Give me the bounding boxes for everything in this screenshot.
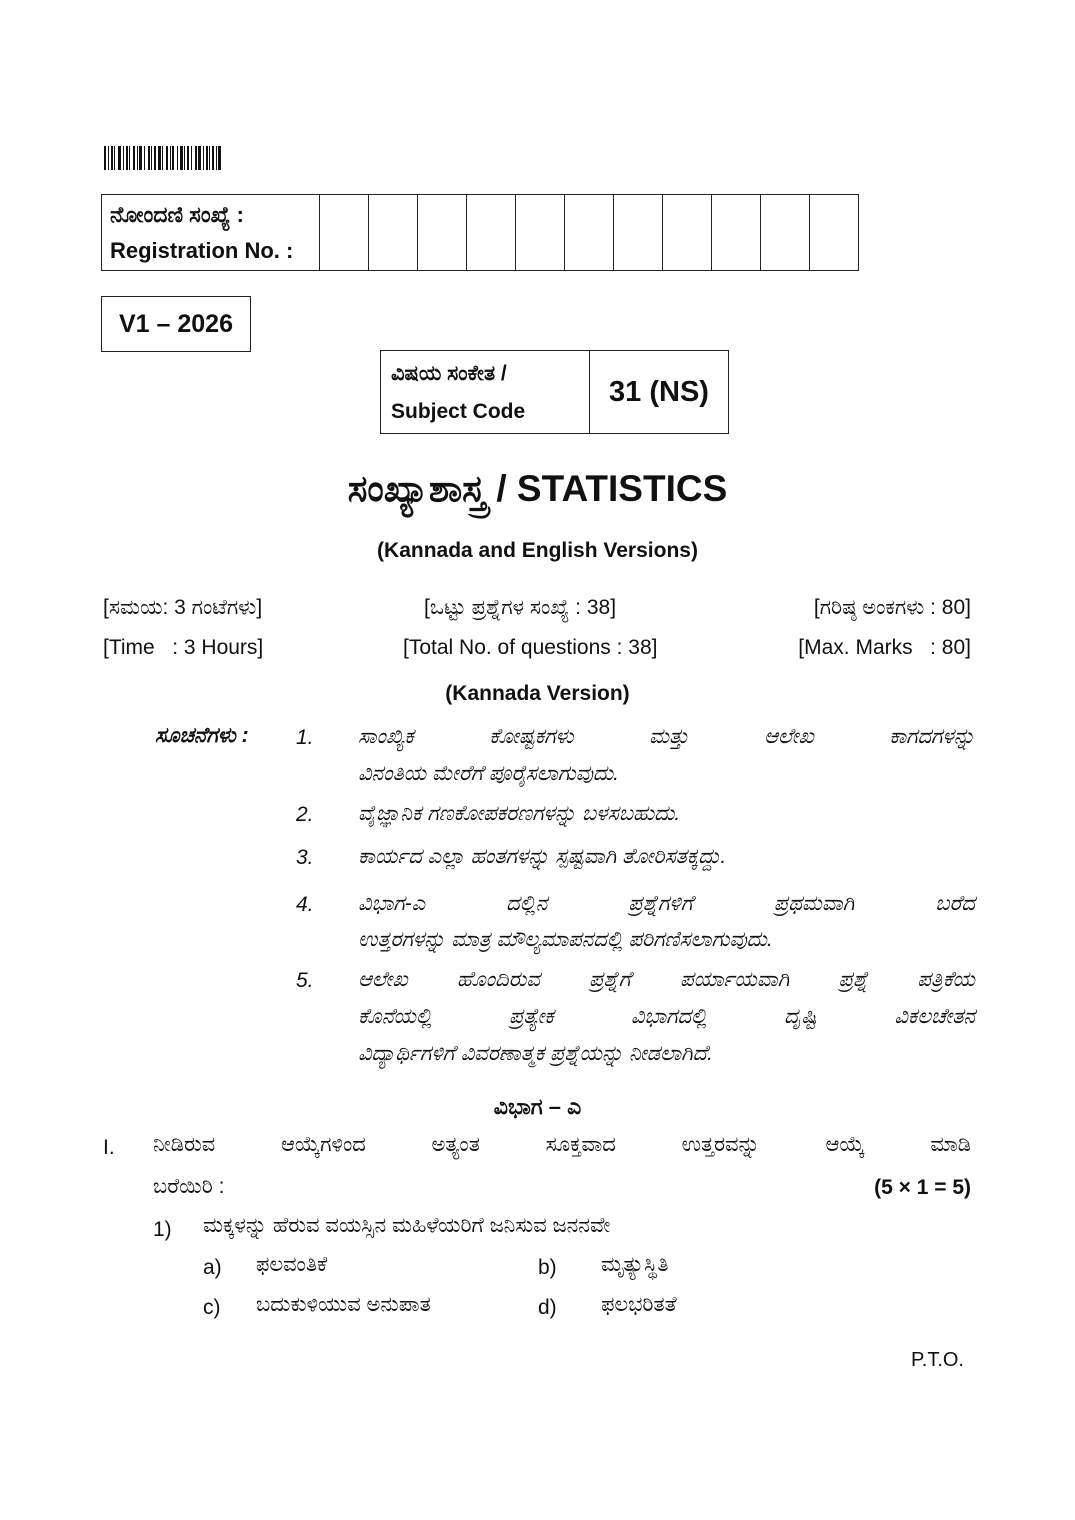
registration-table	[101, 194, 859, 271]
instruction-text-line: ವಿಭಾಗ-ಎ ದಲ್ಲಿನ ಪ್ರಶ್ನೆಗಳಿಗೆ ಪ್ರಥಮವಾಗಿ ಬರೆದ	[358, 892, 975, 915]
registration-digit-box[interactable]	[712, 195, 761, 270]
registration-label-english: Registration No. :	[110, 238, 294, 263]
max-marks-kannada: [ಗರಿಷ್ಠ ಅಂಕಗಳು : 80]	[813, 596, 971, 619]
instruction-text-line: ಉತ್ತರಗಳನ್ನು ಮಾತ್ರ ಮೌಲ್ಯಮಾಪನದಲ್ಲಿ ಪರಿಗಣಿಸಲಾಗುವುದು.	[358, 928, 773, 951]
instruction-text-line: ಆಲೇಖ ಹೊಂದಿರುವ ಪ್ರಶ್ನೆಗೆ ಪರ್ಯಾಯವಾಗಿ ಪ್ರಶ್ನೆ ಪತ್ರಿಕೆಯ	[358, 968, 975, 991]
registration-digit-box[interactable]	[467, 195, 516, 270]
instruction-number: 2.	[296, 803, 314, 826]
instruction-number: 4.	[296, 893, 314, 916]
option-text-a: ಫಲವಂತಿಕೆ	[256, 1253, 328, 1276]
paper-title: ಸಂಖ್ಯಾಶಾಸ್ತ್ರ / STATISTICS	[347, 468, 728, 509]
instruction-text-line: ವೈಜ್ಞಾನಿಕ ಗಣಕೋಪಕರಣಗಳನ್ನು ಬಳಸಬಹುದು.	[358, 802, 681, 825]
option-label-b: b)	[538, 1256, 557, 1279]
registration-digit-box[interactable]	[663, 195, 712, 270]
instruction-number: 1.	[296, 726, 314, 749]
section-heading: ವಿಭಾಗ – ಎ	[493, 1094, 582, 1119]
barcode	[104, 146, 246, 170]
question-group-text: ಬರೆಯಿರಿ :	[153, 1175, 225, 1198]
instructions-label: ಸೂಚನೆಗಳು :	[155, 724, 249, 747]
instruction-number: 5.	[296, 969, 314, 992]
question-number: 1)	[153, 1218, 172, 1241]
option-text-b: ಮೃತ್ಯುಸ್ಥಿತಿ	[601, 1253, 669, 1276]
registration-digit-box[interactable]	[565, 195, 614, 270]
option-label-a: a)	[203, 1256, 222, 1279]
question-group-number: I.	[103, 1136, 115, 1159]
page-turn-note: P.T.O.	[911, 1349, 964, 1371]
time-kannada: [ಸಮಯ: 3 ಗಂಟೆಗಳು]	[103, 596, 263, 619]
registration-label-kannada: ನೋಂದಣಿ ಸಂಖ್ಯೆ :	[110, 202, 244, 227]
question-group-marks: (5 × 1 = 5)	[874, 1176, 971, 1199]
option-label-d: d)	[538, 1296, 557, 1319]
subject-code-value: 31 (NS)	[609, 375, 709, 408]
question-group-text: ನೀಡಿರುವ ಆಯ್ಕೆಗಳಿಂದ ಅತ್ಯಂತ ಸೂಕ್ತವಾದ ಉತ್ತರವನ್ನು ಆಯ್ಕೆ ಮಾಡಿ	[153, 1133, 971, 1156]
registration-digit-box[interactable]	[418, 195, 467, 270]
option-label-c: c)	[203, 1296, 221, 1319]
total-questions-english: [Total No. of questions : 38]	[403, 636, 658, 659]
registration-label	[102, 195, 320, 270]
version-code-box: V1 – 2026	[101, 296, 251, 352]
option-text-d: ಫಲಭರಿತತೆ	[601, 1293, 677, 1316]
question-text: ಮಕ್ಕಳನ್ನು ಹೆರುವ ವಯಸ್ಸಿನ ಮಹಿಳೆಯರಿಗೆ ಜನಿಸುವ ಜನನವೇ	[203, 1214, 611, 1237]
instruction-text-line: ಸಾಂಖ್ಯಿಕ ಕೋಷ್ಟಕಗಳು ಮತ್ತು ಆಲೇಖ ಕಾಗದಗಳನ್ನು	[358, 725, 975, 748]
instruction-text-line: ವಿನಂತಿಯ ಮೇರೆಗೆ ಪೂರೈಸಲಾಗುವುದು.	[358, 762, 619, 785]
instruction-text-line: ಕಾರ್ಯದ ಎಲ್ಲಾ ಹಂತಗಳನ್ನು ಸ್ಪಷ್ಟವಾಗಿ ತೋರಿಸತಕ್ಕದ್ದು.	[358, 845, 727, 868]
total-questions-kannada: [ಒಟ್ಟು ಪ್ರಶ್ನೆಗಳ ಸಂಖ್ಯೆ : 38]	[424, 596, 617, 619]
registration-digit-box[interactable]	[369, 195, 418, 270]
instruction-text-line: ಕೊನೆಯಲ್ಲಿ ಪ್ರತ್ಯೇಕ ವಿಭಾಗದಲ್ಲಿ ದೃಷ್ಟಿ ವಿಕಲಚೇತನ	[358, 1005, 975, 1028]
option-text-c: ಬದುಕುಳಿಯುವ ಅನುಪಾತ	[256, 1293, 431, 1316]
subject-code-table	[380, 350, 729, 434]
subject-code-label-english: Subject Code	[391, 400, 526, 423]
registration-digit-box[interactable]	[320, 195, 369, 270]
subject-code-label	[381, 351, 590, 433]
registration-digit-box[interactable]	[516, 195, 565, 270]
max-marks-english: [Max. Marks : 80]	[798, 636, 971, 659]
instruction-text-line: ವಿದ್ಯಾರ್ಥಿಗಳಿಗೆ ವಿವರಣಾತ್ಮಕ ಪ್ರಶ್ನೆಯನ್ನು ನೀಡಲಾಗಿದೆ.	[358, 1042, 713, 1065]
paper-subtitle: (Kannada and English Versions)	[377, 539, 698, 562]
registration-digit-box[interactable]	[761, 195, 810, 270]
subject-code-label-kannada: ವಿಷಯ ಸಂಕೇತ /	[391, 362, 507, 385]
time-english: [Time : 3 Hours]	[103, 636, 264, 659]
instruction-number: 3.	[296, 846, 314, 869]
registration-digit-box[interactable]	[810, 195, 858, 270]
version-heading: (Kannada Version)	[445, 682, 630, 705]
registration-digit-box[interactable]	[614, 195, 663, 270]
